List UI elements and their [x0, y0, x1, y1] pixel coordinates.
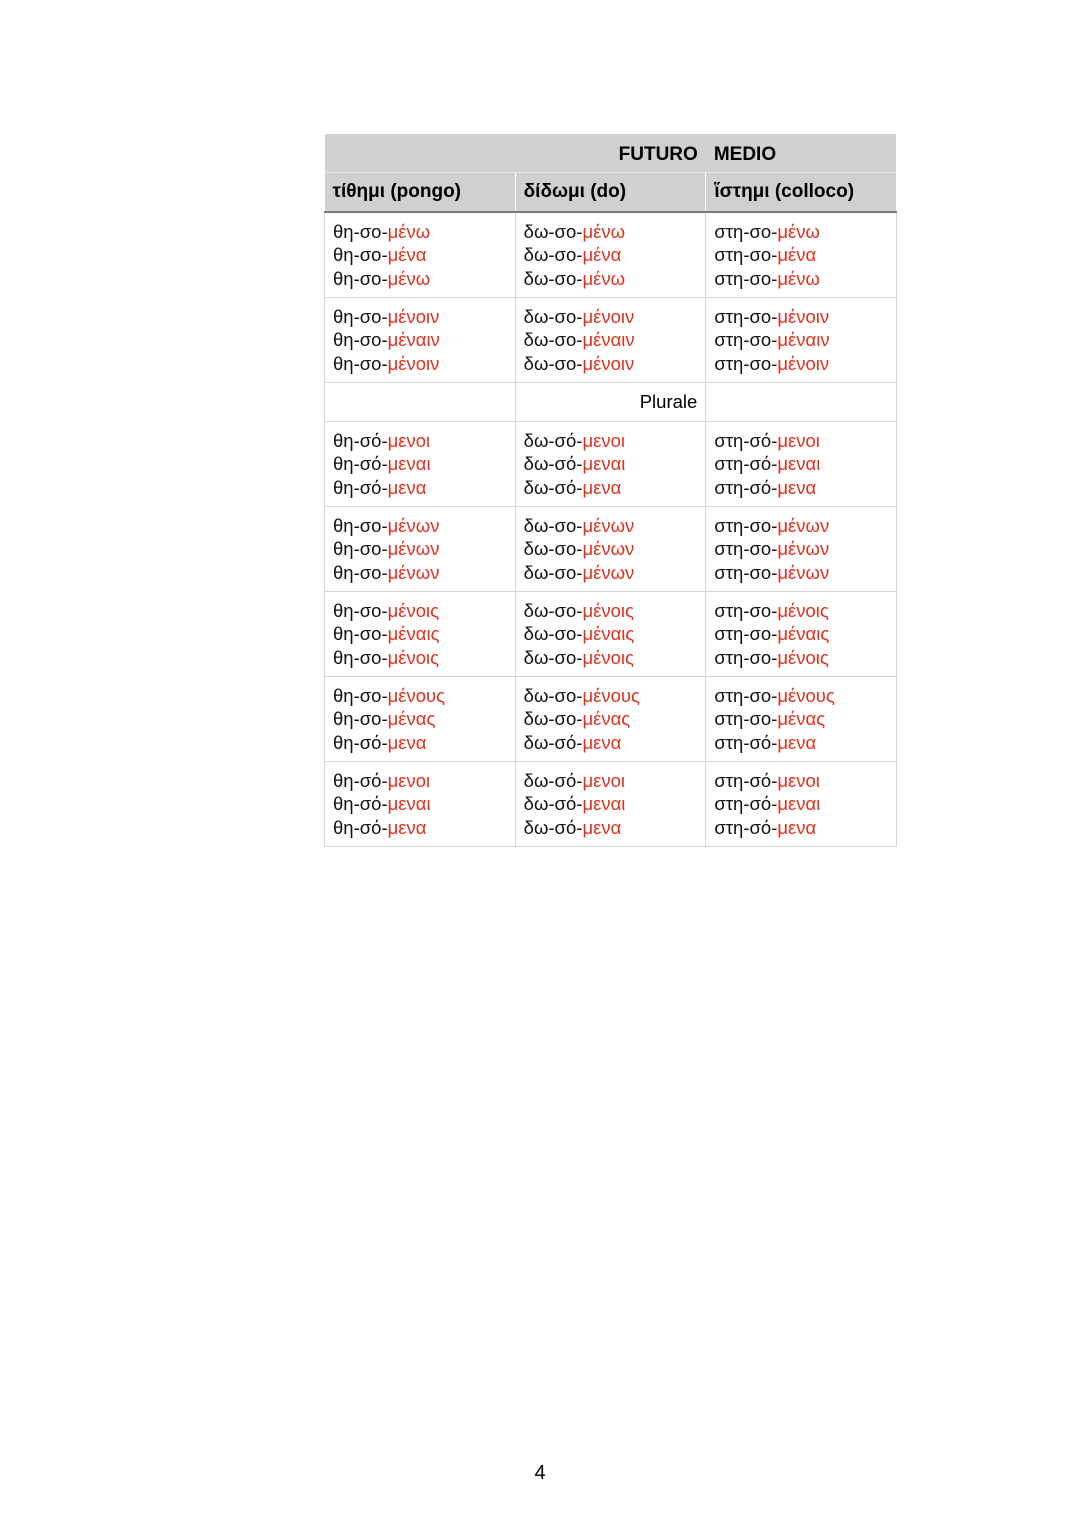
verb-ending: μεναι [387, 793, 431, 815]
verb-form [524, 452, 698, 475]
verb-stem: δω-σο- [523, 515, 583, 537]
verb-stem: θη-σο- [333, 306, 388, 328]
verb-ending: μέναιν [387, 329, 440, 351]
verb-ending: μένων [777, 561, 830, 583]
verb-stem: στη-σό- [714, 430, 778, 452]
verb-ending: μενοι [387, 430, 431, 452]
verb-stem: στη-σο- [714, 352, 778, 374]
verb-ending: μεναι [582, 793, 626, 815]
verb-stem: θη-σο- [333, 329, 388, 351]
verb-ending: μενοι [582, 770, 625, 792]
verb-form [333, 267, 507, 290]
verb-stem: στη-σο- [714, 538, 778, 560]
verb-form [333, 816, 507, 839]
verb-stem: θη-σο- [333, 244, 388, 266]
verb-stem: θη-σο- [333, 623, 388, 645]
table-cell-didomi [515, 298, 706, 383]
verb-ending: μένοις [777, 600, 829, 622]
verb-form [524, 816, 698, 839]
verb-stem: δω-σο- [523, 306, 583, 328]
verb-ending: μένους [387, 685, 446, 707]
table-cell-tithemi [325, 762, 516, 847]
separator-cell-empty [325, 383, 516, 422]
verb-form [333, 305, 507, 328]
verb-stem: στη-σό- [714, 770, 778, 792]
verb-stem: στη-σό- [714, 731, 778, 753]
verb-form [333, 561, 507, 584]
separator-cell-empty [706, 383, 897, 422]
title-cell-empty [325, 134, 516, 173]
verb-ending: μένω [777, 267, 820, 289]
verb-stem: δω-σο- [523, 329, 583, 351]
table-cell-tithemi [325, 592, 516, 677]
verb-ending: μενοι [582, 430, 625, 452]
page-number: 4 [534, 1462, 546, 1484]
verb-form [524, 646, 698, 669]
verb-stem: θη-σο- [333, 708, 388, 730]
verb-stem: δω-σο- [523, 352, 583, 374]
verb-stem: θη-σό- [333, 731, 388, 753]
table-row [325, 422, 897, 507]
verb-form [714, 243, 888, 266]
verb-form [333, 707, 507, 730]
verb-ending: μένων [387, 515, 440, 537]
verb-ending: μένων [777, 515, 830, 537]
verb-stem: δω-σο- [523, 267, 583, 289]
verb-stem: στη-σό- [714, 793, 778, 815]
verb-form [714, 328, 888, 351]
verb-stem: στη-σο- [714, 685, 778, 707]
table-cell-histemi [706, 592, 897, 677]
verb-form [714, 305, 888, 328]
verb-form [524, 537, 698, 560]
verb-ending: μένοιν [777, 352, 830, 374]
conjugation-table [324, 134, 897, 847]
verb-stem: στη-σο- [714, 515, 778, 537]
verb-ending: μενα [582, 816, 622, 838]
verb-form [714, 452, 888, 475]
verb-form [524, 352, 698, 375]
table-cell-didomi [515, 422, 706, 507]
verb-stem: δω-σο- [523, 685, 583, 707]
verb-form [524, 792, 698, 815]
table-cell-histemi [706, 422, 897, 507]
verb-form [714, 352, 888, 375]
verb-ending: μένων [582, 538, 635, 560]
verb-form [524, 476, 698, 499]
verb-stem: θη-σο- [333, 221, 388, 243]
verb-stem: δω-σό- [523, 476, 583, 498]
verb-form [333, 352, 507, 375]
verb-ending: μέναις [582, 623, 635, 645]
verb-stem: θη-σό- [333, 430, 388, 452]
verb-ending: μενα [582, 476, 622, 498]
verb-stem: δω-σο- [523, 708, 583, 730]
verb-form [333, 792, 507, 815]
verb-ending: μεναι [777, 453, 821, 475]
verb-ending: μένω [582, 267, 626, 289]
verb-stem: στη-σο- [714, 623, 778, 645]
table-row [325, 762, 897, 847]
verb-stem: δω-σο- [523, 561, 583, 583]
verb-ending: μένοις [387, 646, 440, 668]
verb-stem: στη-σο- [714, 708, 778, 730]
verb-form [333, 514, 507, 537]
verb-form [524, 429, 698, 452]
verb-ending: μένοις [387, 600, 440, 622]
verb-form [333, 429, 507, 452]
verb-ending: μένας [582, 708, 631, 730]
verb-ending: μένοις [582, 600, 634, 622]
verb-ending: μενα [387, 731, 427, 753]
verb-ending: μενα [582, 731, 622, 753]
title-cell-left [515, 134, 706, 173]
verb-form [333, 476, 507, 499]
verb-stem: δω-σο- [523, 600, 583, 622]
verb-ending: μενοι [777, 430, 820, 452]
verb-ending: μένων [387, 538, 440, 560]
verb-stem: θη-σο- [333, 352, 388, 374]
plurale-separator-row [325, 383, 897, 422]
verb-ending: μένα [582, 244, 622, 266]
verb-stem: θη-σό- [333, 453, 388, 475]
verb-stem: θη-σό- [333, 793, 388, 815]
verb-ending: μένω [777, 221, 820, 243]
verb-form [714, 599, 888, 622]
verb-stem: στη-σο- [714, 244, 778, 266]
verb-stem: θη-σο- [333, 515, 388, 537]
verb-ending: μένων [582, 561, 635, 583]
verb-form [333, 731, 507, 754]
verb-stem: θη-σο- [333, 561, 388, 583]
verb-ending: μένας [777, 708, 826, 730]
verb-ending: μένοιν [582, 306, 635, 328]
verb-form [714, 769, 888, 792]
verb-form [333, 599, 507, 622]
verb-form [524, 599, 698, 622]
table-cell-tithemi [325, 422, 516, 507]
table-body-after-separator [325, 422, 897, 847]
verb-form [714, 267, 888, 290]
verb-stem: δω-σό- [523, 430, 583, 452]
verb-form [714, 561, 888, 584]
table-cell-histemi [706, 762, 897, 847]
verb-form [714, 429, 888, 452]
verb-form [524, 684, 698, 707]
table-cell-histemi [706, 298, 897, 383]
verb-form [714, 731, 888, 754]
verb-form [333, 537, 507, 560]
verb-form [333, 220, 507, 243]
verb-stem: θη-σο- [333, 685, 388, 707]
verb-ending: μεναι [582, 453, 626, 475]
verb-stem: στη-σο- [714, 221, 778, 243]
verb-stem: στη-σο- [714, 561, 778, 583]
verb-form [714, 684, 888, 707]
table-cell-histemi [706, 212, 897, 298]
verb-form [714, 707, 888, 730]
column-header-tithemi: τίθημι (pongo) [325, 173, 516, 213]
verb-form [333, 452, 507, 475]
table-cell-didomi [515, 592, 706, 677]
verb-stem: στη-σο- [714, 600, 778, 622]
verb-ending: μένα [777, 244, 817, 266]
verb-ending: μενα [777, 731, 817, 753]
verb-ending: μεναι [777, 793, 821, 815]
table-row [325, 507, 897, 592]
table-row [325, 592, 897, 677]
table-cell-didomi [515, 507, 706, 592]
verb-stem: δω-σό- [523, 731, 583, 753]
table-cell-didomi [515, 212, 706, 298]
verb-ending: μένοιν [387, 306, 440, 328]
verb-form [524, 243, 698, 266]
verb-ending: μένοιν [582, 352, 635, 374]
table-title-medio: MEDIO [713, 144, 777, 165]
verb-stem: θη-σο- [333, 600, 388, 622]
verb-ending: μενα [777, 816, 817, 838]
verb-form [524, 731, 698, 754]
verb-form [524, 328, 698, 351]
table-title-row [325, 134, 897, 173]
verb-form [333, 646, 507, 669]
verb-form [333, 243, 507, 266]
title-cell-right [706, 134, 897, 173]
table-cell-didomi [515, 762, 706, 847]
verb-stem: δω-σό- [523, 453, 583, 475]
table-cell-tithemi [325, 507, 516, 592]
table-row [325, 212, 897, 298]
verb-ending: μένω [387, 221, 431, 243]
verb-stem: θη-σό- [333, 476, 388, 498]
verb-stem: στη-σό- [714, 476, 778, 498]
verb-ending: μέναις [777, 623, 830, 645]
column-header-didomi: δίδωμι (do) [515, 173, 706, 213]
verb-stem: στη-σό- [714, 816, 778, 838]
verb-ending: μένοιν [387, 352, 440, 374]
verb-ending: μενα [777, 476, 817, 498]
table-title-futuro: FUTURO [618, 144, 698, 165]
verb-form [333, 622, 507, 645]
table-cell-histemi [706, 677, 897, 762]
verb-form [524, 622, 698, 645]
verb-ending: μένων [387, 561, 440, 583]
table-cell-histemi [706, 507, 897, 592]
verb-ending: μένους [777, 685, 835, 707]
verb-stem: δω-σο- [523, 221, 583, 243]
verb-stem: θη-σο- [333, 267, 388, 289]
verb-form [714, 646, 888, 669]
verb-stem: δω-σο- [523, 623, 583, 645]
verb-form [524, 561, 698, 584]
verb-ending: μενοι [777, 770, 820, 792]
verb-form [524, 769, 698, 792]
verb-form [714, 220, 888, 243]
verb-form [714, 792, 888, 815]
verb-stem: στη-σο- [714, 267, 778, 289]
verb-form [524, 305, 698, 328]
verb-ending: μένων [582, 515, 635, 537]
verb-ending: μένω [582, 221, 626, 243]
verb-stem: δω-σό- [523, 793, 583, 815]
verb-form [714, 514, 888, 537]
plurale-label: Plurale [515, 383, 706, 422]
verb-ending: μέναιν [582, 329, 635, 351]
verb-ending: μένοις [777, 646, 829, 668]
verb-ending: μένων [777, 538, 830, 560]
verb-ending: μενα [387, 816, 427, 838]
verb-form [524, 220, 698, 243]
verb-stem: θη-σο- [333, 538, 388, 560]
verb-stem: στη-σο- [714, 306, 778, 328]
verb-stem: θη-σο- [333, 646, 388, 668]
table-row [325, 298, 897, 383]
verb-ending: μένοις [582, 646, 634, 668]
verb-form [333, 328, 507, 351]
verb-ending: μέναις [387, 623, 440, 645]
verb-form [524, 267, 698, 290]
verb-stem: στη-σο- [714, 646, 778, 668]
verb-ending: μένας [387, 708, 436, 730]
verb-stem: στη-σό- [714, 453, 778, 475]
verb-stem: δω-σό- [523, 770, 583, 792]
verb-form [714, 816, 888, 839]
table-cell-didomi [515, 677, 706, 762]
verb-ending: μένα [387, 244, 427, 266]
verb-form [524, 707, 698, 730]
verb-stem: στη-σο- [714, 329, 778, 351]
verb-form [714, 537, 888, 560]
verb-stem: θη-σό- [333, 816, 388, 838]
verb-ending: μένω [387, 267, 431, 289]
verb-ending: μέναιν [777, 329, 830, 351]
table-cell-tithemi [325, 212, 516, 298]
verb-ending: μενα [387, 476, 427, 498]
verb-stem: δω-σό- [523, 816, 583, 838]
verb-form [714, 622, 888, 645]
verb-stem: δω-σο- [523, 646, 583, 668]
table-body-before-separator [325, 212, 897, 383]
table-cell-tithemi [325, 298, 516, 383]
verb-stem: δω-σο- [523, 538, 583, 560]
verb-ending: μενοι [387, 770, 431, 792]
table-header-row [325, 173, 897, 213]
verb-form [524, 514, 698, 537]
table-cell-tithemi [325, 677, 516, 762]
column-header-histemi: ἵστημι (colloco) [706, 173, 897, 213]
verb-ending: μένους [582, 685, 640, 707]
verb-stem: δω-σο- [523, 244, 583, 266]
verb-form [714, 476, 888, 499]
verb-stem: θη-σό- [333, 770, 388, 792]
verb-ending: μεναι [387, 453, 431, 475]
verb-form [333, 769, 507, 792]
verb-ending: μένοιν [777, 306, 830, 328]
table-row [325, 677, 897, 762]
verb-form [333, 684, 507, 707]
